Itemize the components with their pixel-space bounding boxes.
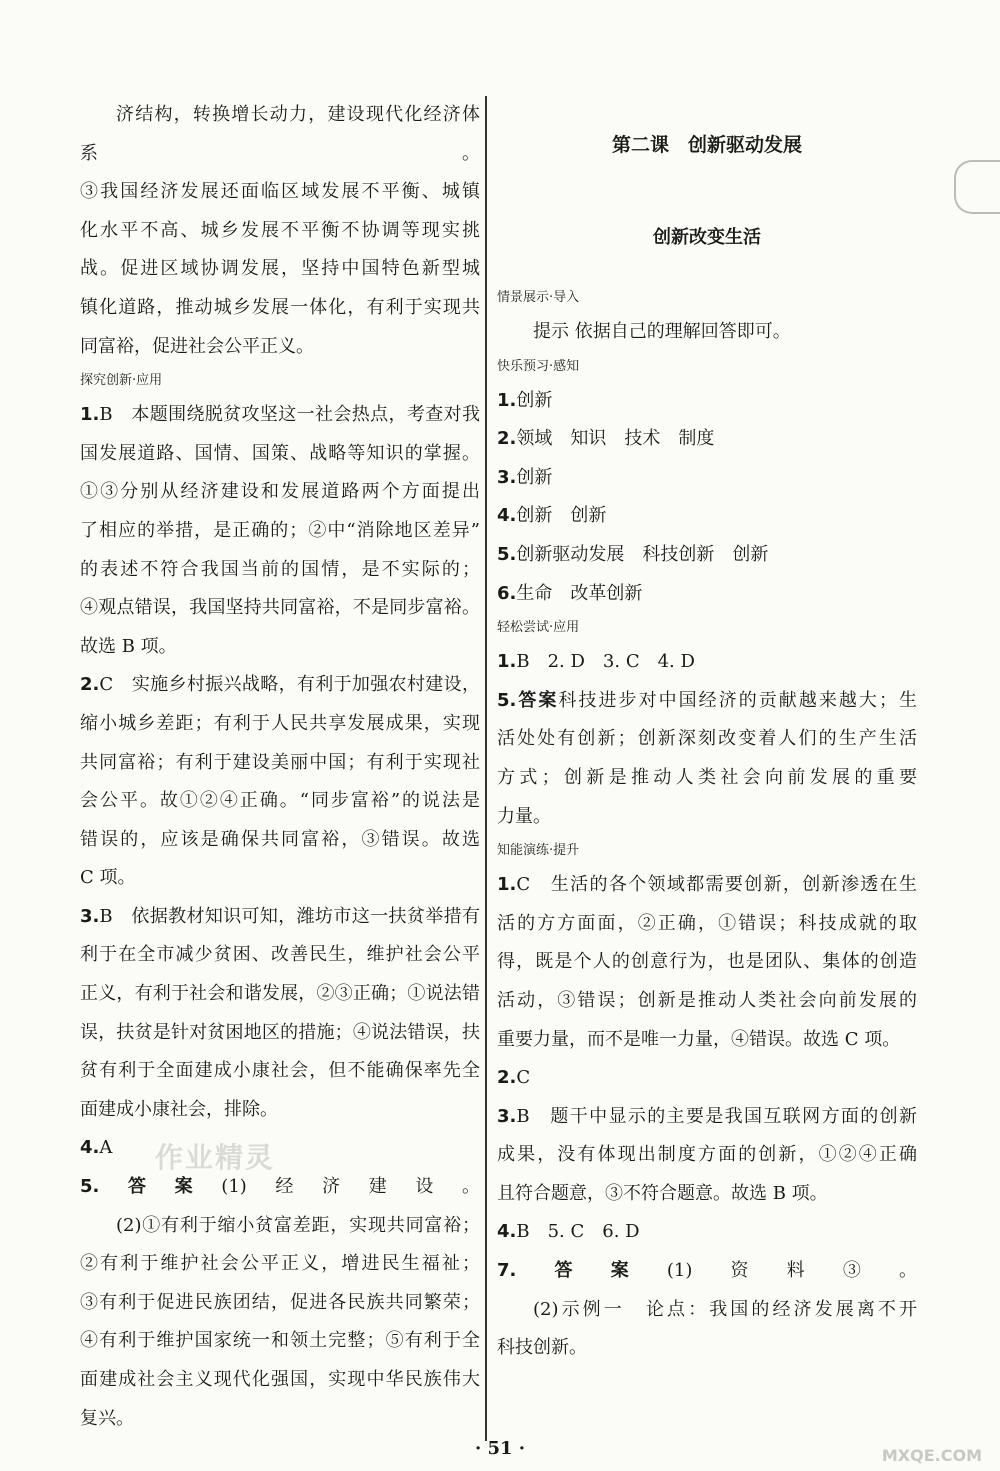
item-text: C xyxy=(516,1067,531,1089)
item-number: 4. xyxy=(497,505,517,527)
item-text: B 本题围绕脱贫攻坚这一社会热点，考查对我 xyxy=(99,404,480,426)
item-number: 2. xyxy=(497,1067,517,1089)
text-line: 误，扶贫是针对贫困地区的措施；④说法错误，扶 xyxy=(80,1021,480,1043)
answer-item xyxy=(80,898,480,937)
item-number: 3. xyxy=(497,1105,517,1127)
item-text: 生命 改革创新 xyxy=(516,582,643,604)
left-column xyxy=(80,96,480,1438)
section-title: 创新改变生活 xyxy=(653,227,761,248)
item-number: 4. xyxy=(497,1221,517,1243)
text-line: 战。促进区域协调发展，坚持中国特色新型城 xyxy=(80,258,480,280)
answer-item xyxy=(80,1129,480,1168)
text-line: 故选 B 项。 xyxy=(80,635,177,657)
answer-item xyxy=(497,497,917,536)
answer-item xyxy=(497,420,917,459)
text-line: 且符合题意，③不符合题意。故选 B 项。 xyxy=(497,1182,828,1204)
item-text: B 2. D 3. C 4. D xyxy=(516,651,695,673)
right-items xyxy=(497,283,917,1368)
text-line: 得，既是个人的创意行为，也是团队、集体的创造 xyxy=(497,951,917,973)
text-line: C 项。 xyxy=(80,867,136,889)
text-line: 错误的，应该是确保共同富裕，③错误。故选 xyxy=(80,828,480,850)
text-line: 活动，③错误；创新是推动人类社会向前发展的 xyxy=(497,989,917,1011)
section-heading: 知能演练·提升 xyxy=(497,843,580,859)
text-line: 复兴。 xyxy=(80,1407,134,1429)
text-line: (2)示例一 论点：我国的经济发展离不开 xyxy=(533,1298,917,1320)
answer-item xyxy=(497,1252,917,1291)
text-line: 提示 依据自己的理解回答即可。 xyxy=(533,321,791,342)
text-line: ③我国经济发展还面临区域发展不平衡、城镇 xyxy=(80,181,480,203)
item-text: (1)资料③。 xyxy=(666,1260,917,1282)
answer-item xyxy=(497,1098,917,1137)
answer-item xyxy=(497,459,917,498)
answer-item xyxy=(497,536,917,575)
text-line: 的表述不符合我国当前的国情，是不实际的； xyxy=(80,558,480,580)
text-line: ②有利于维护社会公平正义，增进民生福祉； xyxy=(80,1253,480,1275)
column-divider xyxy=(485,96,487,1441)
item-text: 创新 xyxy=(516,466,553,488)
item-number: 1. xyxy=(497,389,517,411)
text-line: 活处处有创新；创新深刻改变着人们的生产生活 xyxy=(497,728,917,750)
page-corner-mark xyxy=(954,160,1000,214)
text-line: 化水平不高、城乡发展不平衡不协调等现实挑 xyxy=(80,219,480,241)
item-number: 5. xyxy=(497,543,517,565)
text-line: 重要力量，而不是唯一力量，④错误。故选 C 项。 xyxy=(497,1028,901,1050)
item-text: 创新 xyxy=(516,389,553,411)
text-line: ④观点错误，我国坚持共同富裕，不是同步富裕。 xyxy=(80,597,480,619)
text-line: 了相应的举措，是正确的；②中“消除地区差异” xyxy=(80,519,480,541)
answer-item xyxy=(497,1213,917,1252)
item-number: 4. xyxy=(80,1137,100,1159)
text-line: ③有利于促进民族团结，促进各民族共同繁荣； xyxy=(80,1291,480,1313)
answer-keyword: 答案 xyxy=(516,689,559,711)
watermark-text: 作业精灵 xyxy=(155,1141,276,1174)
answer-item xyxy=(497,643,917,682)
answer-keyword: 答案 xyxy=(99,1176,222,1198)
answer-item xyxy=(497,1059,917,1098)
item-text: B 题干中显示的主要是我国互联网方面的创新 xyxy=(516,1105,917,1127)
text-line: 方式；创新是推动人类社会向前发展的重要 xyxy=(497,766,917,788)
text-line: 正义，有利于社会和谐发展，②③正确；①说法错 xyxy=(80,983,480,1005)
item-text: C 生活的各个领域都需要创新，创新渗透在生 xyxy=(516,874,917,896)
text-line: 国发展道路、国情、国策、战略等知识的掌握。 xyxy=(80,442,480,464)
item-text: (1)经济建设。 xyxy=(221,1176,480,1198)
item-number: 1. xyxy=(80,404,100,426)
text-line: 活的方方面面，②正确，①错误；科技成就的取 xyxy=(497,912,917,934)
item-number: 6. xyxy=(497,582,517,604)
answer-item xyxy=(80,396,480,435)
text-line: 会公平。故①②④正确。“同步富裕”的说法是 xyxy=(80,790,480,812)
item-number: 3. xyxy=(497,466,517,488)
item-number: 7. xyxy=(497,1260,517,1282)
section-heading: 轻松尝试·应用 xyxy=(497,620,580,636)
item-text: 创新 创新 xyxy=(516,505,607,527)
watermark-site-text: MXQE.COM xyxy=(881,1446,982,1465)
item-text: C 实施乡村振兴战略，有利于加强农村建设， xyxy=(99,674,480,696)
answer-item xyxy=(80,1168,480,1207)
text-line: 面建成社会主义现代化强国，实现中华民族伟大 xyxy=(80,1369,480,1390)
answer-keyword: 答案 xyxy=(516,1260,667,1282)
item-number: 3. xyxy=(80,905,100,927)
answer-item xyxy=(497,682,917,721)
answer-item xyxy=(497,575,917,614)
text-line: (2)①有利于缩小贫富差距，实现共同富裕； xyxy=(116,1214,480,1236)
item-number: 1. xyxy=(497,874,517,896)
answer-item xyxy=(80,666,480,705)
text-line: 济结构，转换增长动力，建设现代化经济体系。 xyxy=(80,104,480,164)
item-text: B 依据教材知识可知，潍坊市这一扶贫举措有 xyxy=(99,905,480,927)
item-text: B 5. C 6. D xyxy=(516,1221,640,1243)
item-number: 2. xyxy=(497,428,517,450)
text-line: 贫有利于全面建成小康社会，但不能确保率先全 xyxy=(80,1060,480,1082)
answer-item xyxy=(497,382,917,421)
item-text: A xyxy=(99,1137,113,1159)
section-heading: 情景展示·导入 xyxy=(497,290,580,305)
text-line: ④有利于维护国家统一和领土完整；⑤有利于全 xyxy=(80,1330,480,1352)
answer-item xyxy=(497,866,917,905)
section-heading: 探究创新·应用 xyxy=(80,373,163,389)
section-heading: 快乐预习·感知 xyxy=(497,358,580,374)
item-text: 领域 知识 技术 制度 xyxy=(516,428,715,450)
item-text: 创新驱动发展 科技创新 创新 xyxy=(516,543,769,565)
item-number: 1. xyxy=(497,651,517,673)
lesson-title: 第二课 创新驱动发展 xyxy=(611,134,802,156)
text-line: 利于在全市减少贫困、改善民生，维护社会公平 xyxy=(80,944,480,966)
page-number: · 51 · xyxy=(474,1438,526,1459)
text-line: ①③分别从经济建设和发展道路两个方面提出 xyxy=(80,481,480,503)
text-line: 力量。 xyxy=(497,805,551,827)
text-line: 缩小城乡差距；有利于人民共享发展成果，实现 xyxy=(80,712,480,734)
right-column xyxy=(497,96,917,1368)
text-line: 成果，没有体现出制度方面的创新，①②④正确 xyxy=(497,1144,917,1166)
item-number: 5. xyxy=(80,1176,100,1198)
text-line: 科技创新。 xyxy=(497,1337,587,1359)
item-number: 5. xyxy=(497,689,517,711)
text-line: 面建成小康社会，排除。 xyxy=(80,1098,278,1120)
text-line: 镇化道路，推动城乡发展一体化，有利于实现共 xyxy=(80,296,480,318)
item-text: 科技进步对中国经济的贡献越来越大；生 xyxy=(558,689,917,711)
text-line: 同富裕，促进社会公平正义。 xyxy=(80,335,314,357)
item-number: 2. xyxy=(80,674,100,696)
text-line: 共同富裕；有利于建设美丽中国；有利于实现社 xyxy=(80,751,480,773)
